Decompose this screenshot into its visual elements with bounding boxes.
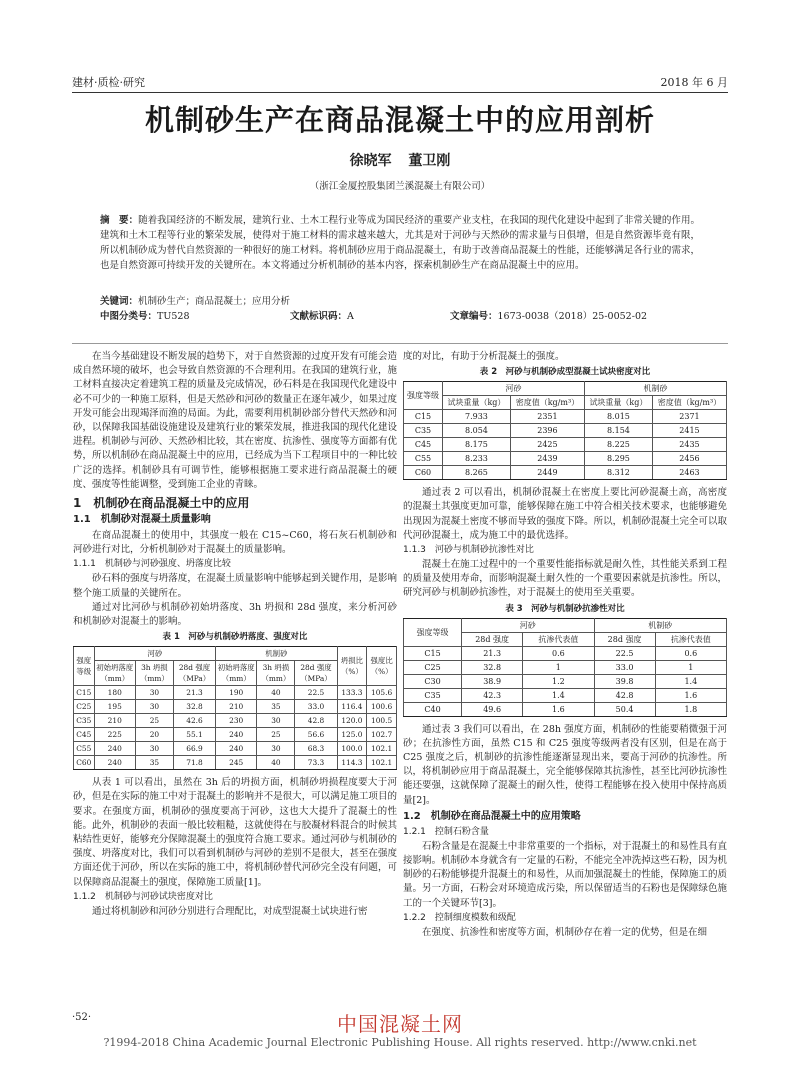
table-cell: 50.4 xyxy=(594,702,655,716)
subsubsection-heading: 1.2.1 控制石粉含量 xyxy=(403,826,489,837)
table-cell: 8.295 xyxy=(584,452,652,466)
abstract-rule xyxy=(72,343,728,344)
table-cell: 22.5 xyxy=(295,686,337,700)
table-row xyxy=(404,424,727,438)
table-subheader: 初始坍落度（mm） xyxy=(94,661,135,686)
table-row xyxy=(74,756,397,770)
table-cell: 42.3 xyxy=(462,688,523,702)
table-header: 机制砂 xyxy=(594,618,726,632)
table-cell: C60 xyxy=(74,756,95,770)
table-cell: 120.0 xyxy=(337,714,367,728)
table-cell: 22.5 xyxy=(594,646,655,660)
copyright-footer: ?1994-2018 China Academic Journal Electronic Publishing House. All rights reserved. http://www.cnki.net xyxy=(103,1036,697,1049)
table-cell: 190 xyxy=(216,686,257,700)
table-cell: 32.8 xyxy=(173,700,215,714)
table-cell: C45 xyxy=(404,438,443,452)
table-header: 强度等级 xyxy=(404,382,443,410)
abstract-label: 摘 要： xyxy=(100,215,139,226)
table-cell: 240 xyxy=(94,742,135,756)
page-number: ·52· xyxy=(72,1012,92,1023)
page-title: 机制砂生产在商品混凝土中的应用剖析 xyxy=(144,103,655,137)
table-cell: 2351 xyxy=(510,410,584,424)
table-cell: 30 xyxy=(257,742,295,756)
table-cell: 2425 xyxy=(510,438,584,452)
table-subheader: 抗渗代表值 xyxy=(523,632,594,646)
table-cell: 210 xyxy=(216,700,257,714)
table-row xyxy=(74,728,397,742)
table-cell: 1.6 xyxy=(655,688,726,702)
table-cell: 71.8 xyxy=(173,756,215,770)
table-subheader: 28d 强度（MPa） xyxy=(173,661,215,686)
table-cell: 114.3 xyxy=(337,756,367,770)
table-subheader: 试块重量（kg） xyxy=(442,396,510,410)
keywords-label: 关键词： xyxy=(100,296,139,307)
table-subheader: 3h 坍损（mm） xyxy=(135,661,173,686)
article-label: 文章编号： xyxy=(450,311,498,322)
table-cell: 30 xyxy=(257,714,295,728)
table-cell: 8.225 xyxy=(584,438,652,452)
table-subheader: 28d 强度（MPa） xyxy=(295,661,337,686)
table-cell: 30 xyxy=(135,686,173,700)
table-cell: 195 xyxy=(94,700,135,714)
table-cell: 8.154 xyxy=(584,424,652,438)
table-cell: 240 xyxy=(216,742,257,756)
table-cell: 100.0 xyxy=(337,742,367,756)
keywords-text: 机制砂生产；商品混凝土；应用分析 xyxy=(138,296,291,307)
paragraph: 通过表 3 我们可以看出，在 28h 强度方面，机制砂的性能要稍微强于河砂；在抗渗性方面，虽然 C15 和 C25 强度等级两者没有区别，但是在高于 C25 强度之后，机制砂的抗渗性能逐渐显现出来，要高于河砂的抗渗性。所以，将机制砂应用于商品混凝土，完全能够保障其抗渗性，甚至比河砂抗渗性能还要强，这就保障了混凝土的耐久性，使得工程能够在投入使用中保持高质量[2]。 xyxy=(403,723,727,806)
table-cell: 8.015 xyxy=(584,410,652,424)
table-subheader: 密度值（kg/m³） xyxy=(652,396,726,410)
paragraph: 通过表 2 可以看出，机制砂混凝土在密度上要比河砂混凝土高，高密度的混凝土其强度更加可靠，能够保障在施工中符合相关技术要求，也能够避免出现因为混凝土密度不够而导致的强度下降。所以，机制砂混凝土完全可以取代河砂混凝土，成为施工中的最优选择。 xyxy=(403,487,727,541)
paragraph: 混凝土在施工过程中的一个重要性能指标就是耐久性，其性能关系到工程的质量及使用寿命，而影响混凝土耐久性的一个重要因素就是抗渗性。所以，研究河砂与机制砂抗渗性，对于混凝土的使用至关重要。 xyxy=(403,559,727,599)
table-cell: 1.6 xyxy=(523,702,594,716)
table-cell: 73.3 xyxy=(295,756,337,770)
subsubsection-heading: 1.1.2 机制砂与河砂试块密度对比 xyxy=(73,891,213,902)
table-header: 强度比（%） xyxy=(367,647,397,686)
clc-code: TU528 xyxy=(157,311,190,322)
table-cell: 20 xyxy=(135,728,173,742)
table-header: 河砂 xyxy=(442,382,584,396)
table-header: 强度等级 xyxy=(74,647,95,686)
affiliation: （浙江金厦控股集团兰溪混凝土有限公司） xyxy=(309,181,491,192)
paragraph: 通过将机制砂和河砂分别进行合理配比，对成型混凝土试块进行密 xyxy=(92,905,368,917)
table-caption: 表 2 河砂与机制砂成型混凝土试块密度对比 xyxy=(479,367,651,378)
table-cell: C35 xyxy=(74,714,95,728)
paragraph: 砂石料的强度与坍落度，在混凝土质量影响中能够起到关键作用，是影响整个施工质量的关键所在。 xyxy=(73,573,397,599)
table-subheader: 初始坍落度（mm） xyxy=(216,661,257,686)
table-cell: 2371 xyxy=(652,410,726,424)
table-cell: 102.7 xyxy=(367,728,397,742)
table-cell: 240 xyxy=(216,728,257,742)
table-cell: 2463 xyxy=(652,466,726,480)
table-cell: 230 xyxy=(216,714,257,728)
table-cell: 35 xyxy=(135,756,173,770)
table-subheader: 试块重量（kg） xyxy=(584,396,652,410)
table-cell: C15 xyxy=(404,410,443,424)
left-column xyxy=(73,350,397,919)
table-density xyxy=(403,381,727,480)
table-header: 机制砂 xyxy=(216,647,337,661)
table-cell: 66.9 xyxy=(173,742,215,756)
abstract xyxy=(100,213,700,273)
table-cell: 2415 xyxy=(652,424,726,438)
subsection-heading: 1.1 机制砂对混凝土质量影响 xyxy=(73,514,211,526)
table-body xyxy=(404,410,727,480)
doc-label: 文献标识码： xyxy=(290,311,348,322)
table-cell: 8.312 xyxy=(584,466,652,480)
watermark-text: 中国混凝土网 xyxy=(337,1012,463,1036)
table-cell: 102.1 xyxy=(367,756,397,770)
table-cell: C55 xyxy=(404,452,443,466)
table-cell: 49.6 xyxy=(462,702,523,716)
table-row xyxy=(74,714,397,728)
table-cell: 180 xyxy=(94,686,135,700)
table-cell: 2439 xyxy=(510,452,584,466)
authors: 徐晓军 董卫刚 xyxy=(349,153,451,169)
table-cell: C35 xyxy=(404,424,443,438)
table-cell: 240 xyxy=(94,756,135,770)
paragraph: 从表 1 可以看出，虽然在 3h 后的坍损方面，机制砂坍损程度要大于河砂，但是在实际的施工中对于混凝土的影响并不是很大，可以满足施工项目的要求。在强度方面，机制砂的强度要高于河砂，这也大大提升了混凝土的性能。此外，机制砂的表面一般比较粗糙，这就使得在与胶凝材料混合的时候其粘结性更好，能够充分保障混凝土的强度符合施工要求。通过河砂与机制砂的强度、坍落度对比，我们可以看到机制砂与河砂的差别不是很大，甚至在强度方面还优于河砂，所以在实际的施工中，将机制砂替代河砂完全没有问题，可以保障商品混凝土的强度，保障施工质量[1]。 xyxy=(73,777,397,888)
table-cell: 245 xyxy=(216,756,257,770)
table-row xyxy=(74,700,397,714)
table-cell: 105.6 xyxy=(367,686,397,700)
table-cell: 38.9 xyxy=(462,674,523,688)
table-cell: 68.3 xyxy=(295,742,337,756)
table-body xyxy=(404,646,727,716)
table-header: 坍损比（%） xyxy=(337,647,367,686)
table-cell: C60 xyxy=(404,466,443,480)
table-cell: 55.1 xyxy=(173,728,215,742)
table-cell: 2396 xyxy=(510,424,584,438)
header-rule xyxy=(72,92,728,93)
subsubsection-heading: 1.1.1 机制砂与河砂强度、坍落度比较 xyxy=(73,559,231,570)
table-row xyxy=(404,660,727,674)
table-cell: C15 xyxy=(74,686,95,700)
table-cell: 40 xyxy=(257,686,295,700)
table-cell: 133.3 xyxy=(337,686,367,700)
table-cell: 8.175 xyxy=(442,438,510,452)
table-row xyxy=(404,410,727,424)
journal-name: 建材·质检·研究 xyxy=(72,76,145,89)
table-row xyxy=(404,688,727,702)
table-cell: 40 xyxy=(257,756,295,770)
table-cell: C55 xyxy=(74,742,95,756)
table-cell: 8.233 xyxy=(442,452,510,466)
table-cell: C15 xyxy=(404,646,462,660)
subsubsection-heading: 1.1.3 河砂与机制砂抗渗性对比 xyxy=(403,545,534,556)
paragraph: 通过对比河砂与机制砂初始坍落度、3h 坍损和 28d 强度，来分析河砂和机制砂对混凝土的影响。 xyxy=(73,601,397,628)
table-cell: C35 xyxy=(404,688,462,702)
table-cell: 102.1 xyxy=(367,742,397,756)
table-cell: 1 xyxy=(523,660,594,674)
table-header: 强度等级 xyxy=(404,618,462,646)
paragraph: 在强度、抗渗性和密度等方面，机制砂存在着一定的优势，但是在细 xyxy=(422,926,708,938)
table-cell: 30 xyxy=(135,700,173,714)
classification-line xyxy=(100,308,700,322)
table-header: 河砂 xyxy=(94,647,215,661)
table-impermeability xyxy=(403,618,727,717)
table-cell: 2435 xyxy=(652,438,726,452)
paragraph: 度的对比，有助于分析混凝土的强度。 xyxy=(403,351,565,362)
table-cell: 33.0 xyxy=(594,660,655,674)
table-subheader: 28d 强度 xyxy=(462,632,523,646)
table-cell: C25 xyxy=(74,700,95,714)
table-cell: 2449 xyxy=(510,466,584,480)
table-cell: 7.933 xyxy=(442,410,510,424)
table-cell: 0.6 xyxy=(655,646,726,660)
table-cell: 25 xyxy=(135,714,173,728)
table-cell: 1.8 xyxy=(655,702,726,716)
table-cell: 21.3 xyxy=(462,646,523,660)
table-caption: 表 3 河砂与机制砂抗渗性对比 xyxy=(505,603,625,614)
table-cell: 125.0 xyxy=(337,728,367,742)
right-column xyxy=(403,350,727,940)
table-cell: 1.4 xyxy=(655,674,726,688)
table-row xyxy=(404,438,727,452)
table-cell: 2456 xyxy=(652,452,726,466)
table-cell: 100.5 xyxy=(367,714,397,728)
table-caption: 表 1 河砂与机制砂坍落度、强度对比 xyxy=(162,632,308,643)
table-cell: 210 xyxy=(94,714,135,728)
table-cell: C45 xyxy=(74,728,95,742)
article-number: 1673-0038（2018）25-0052-02 xyxy=(497,311,648,322)
table-row xyxy=(404,466,727,480)
table-cell: 1 xyxy=(655,660,726,674)
table-cell: 33.0 xyxy=(295,700,337,714)
doc-code: A xyxy=(347,311,354,322)
table-row xyxy=(404,702,727,716)
keywords xyxy=(100,293,700,307)
table-row xyxy=(74,686,397,700)
table-cell: 116.4 xyxy=(337,700,367,714)
table-cell: 56.6 xyxy=(295,728,337,742)
subsection-heading: 1.2 机制砂在商品混凝土中的应用策略 xyxy=(403,810,581,822)
table-cell: 42.8 xyxy=(594,688,655,702)
table-row xyxy=(74,742,397,756)
table-slump-strength xyxy=(73,646,397,770)
table-cell: 39.8 xyxy=(594,674,655,688)
table-cell: 0.6 xyxy=(523,646,594,660)
table-cell: 1.4 xyxy=(523,688,594,702)
table-cell: 42.6 xyxy=(173,714,215,728)
clc-label: 中图分类号： xyxy=(100,311,158,322)
table-cell: 42.8 xyxy=(295,714,337,728)
table-cell: C40 xyxy=(404,702,462,716)
table-row xyxy=(404,646,727,660)
table-subheader: 密度值（kg/m³） xyxy=(510,396,584,410)
table-cell: 8.265 xyxy=(442,466,510,480)
table-cell: 225 xyxy=(94,728,135,742)
table-subheader: 抗渗代表值 xyxy=(655,632,726,646)
section-heading: 1 机制砂在商品混凝土中的应用 xyxy=(73,496,250,511)
table-cell: 100.6 xyxy=(367,700,397,714)
table-cell: 8.054 xyxy=(442,424,510,438)
paragraph: 石粉含量是在混凝土中非常重要的一个指标，对于混凝土的和易性具有直接影响。机制砂本身就含有一定量的石粉，不能完全冲洗掉这些石粉，因为机制砂的石粉能够提升混凝土的和易性，从而加强混凝土的性能，保障施工的质量。另一方面，石粉会对环境造成污染，所以保留适当的石粉也是保障绿色施工的一个关键环节[3]。 xyxy=(403,840,727,909)
running-header xyxy=(72,74,728,90)
abstract-text: 随着我国经济的不断发展，建筑行业、土木工程行业等成为国民经济的重要产业支柱，在我国的现代化建设中起到了非常关键的作用。建筑和土木工程等行业的繁荣发展，使得对于施工材料的需求越来越大，尤其是对于河砂与天然砂的需求量与日俱增，但是自然资源毕竟有限，所以机制砂成为替代自然资源的一种很好的施工材料。将机制砂应用于商品混凝土，有助于改善商品混凝土的性能，还能够满足各行业的需求，也是自然资源可持续开发的关键所在。本文将通过分析机制砂的基本内容，探索机制砂生产在商品混凝土中的应用。 xyxy=(100,215,700,271)
table-header: 河砂 xyxy=(462,618,594,632)
intro-paragraph: 在当今基础建设不断发展的趋势下，对于自然资源的过度开发有可能会造成自然环境的破坏，也会导致自然资源的不合理利用。在我国的建筑行业，施工材料直接决定着建筑工程的质量及完成情况，砂石料是在我国现代化建设中必不可少的一种施工原料，但是天然砂和河砂的数量正在逐年减少，如果过度开发可能会出现竭泽而渔的局面。为此，需要利用机制砂部分替代天然砂和河砂，以保障我国基础设施建设及建筑行业的繁荣发展，推进我国的现代化建设进程。机制砂与河砂、天然砂相比较，其在密度、抗渗性、强度等方面都有优势，所以机制砂在商品混凝土中的应用，已经成为当下工程项目中的一种比较广泛的选择。机制砂具有可调节性，能够根据施工要求进行商品混凝土的硬度、强度等性能调整，受到施工企业的青睐。 xyxy=(73,351,397,490)
table-cell: C25 xyxy=(404,660,462,674)
table-cell: 21.3 xyxy=(173,686,215,700)
table-cell: 25 xyxy=(257,728,295,742)
table-cell: 32.8 xyxy=(462,660,523,674)
subsubsection-heading: 1.2.2 控制细度模数和级配 xyxy=(403,912,516,923)
table-header: 机制砂 xyxy=(584,382,726,396)
table-row xyxy=(404,452,727,466)
table-row xyxy=(404,674,727,688)
table-cell: 1.2 xyxy=(523,674,594,688)
table-cell: 30 xyxy=(135,742,173,756)
table-subheader: 28d 强度 xyxy=(594,632,655,646)
table-subheader: 3h 坍损（mm） xyxy=(257,661,295,686)
table-cell: 35 xyxy=(257,700,295,714)
paragraph: 在商品混凝土的使用中，其强度一般在 C15~C60，将石灰石机制砂和河砂进行对比，分析机制砂对于混凝土的质量影响。 xyxy=(73,530,397,556)
table-cell: C30 xyxy=(404,674,462,688)
issue-date: 2018 年 6 月 xyxy=(660,76,728,89)
table-body xyxy=(74,686,397,770)
